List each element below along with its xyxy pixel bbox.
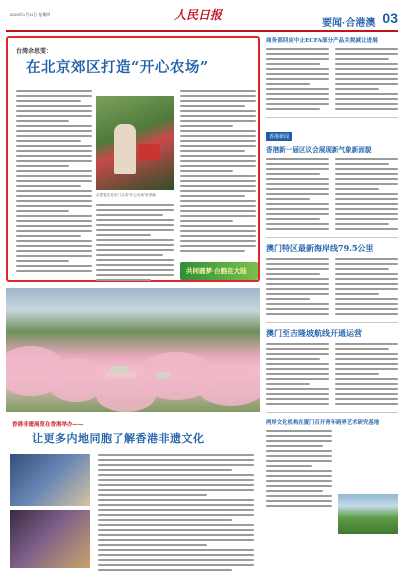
exhibition-photo-1 xyxy=(10,454,90,506)
hk-photo-caption xyxy=(10,569,94,573)
story4-text-b xyxy=(335,343,398,408)
story5-headline[interactable]: 两岸文化机构在厦门召开青年跨界艺术研究基地 xyxy=(266,420,380,426)
hk-kicker: 香港非遗展览在香港举办—— xyxy=(12,422,84,428)
story2-headline[interactable]: 香港新一届区议会展现新气象新面貌 xyxy=(266,146,372,154)
fruit-basket xyxy=(138,144,160,160)
column-banner-text: 共同圆梦·台胞在大陆 xyxy=(186,268,247,275)
feature-photo xyxy=(96,96,174,190)
feature-byline xyxy=(88,76,89,81)
cherry-blossom-landscape-photo xyxy=(6,288,260,412)
issue-date: 2024年1月11日 星期四 xyxy=(10,12,51,17)
story5-text xyxy=(266,430,332,507)
hk-heritage-article[interactable] xyxy=(6,418,260,578)
page-number: 03 xyxy=(382,10,398,26)
section-title: 要闻·合港澳 xyxy=(322,18,376,29)
story2-text-b xyxy=(335,158,398,233)
hk-byline xyxy=(106,445,107,450)
story1-text-b xyxy=(335,48,398,113)
story1-text-a xyxy=(266,48,329,113)
newspaper-logo: 人民日报 xyxy=(174,8,223,22)
hk-headline[interactable]: 让更多内地同胞了解香港非遗文化 xyxy=(32,432,205,445)
story2-tag: 香港新闻 xyxy=(266,132,292,141)
story3-headline[interactable]: 澳门特区最新海岸线79.5公里 xyxy=(266,243,374,253)
person-figure xyxy=(114,124,136,174)
feature-text-col1 xyxy=(16,90,92,275)
column-banner xyxy=(180,262,258,280)
story1-headline[interactable]: 商务部回应中止ECFA部分产品关税减让进展 xyxy=(266,38,378,44)
story3-text-a xyxy=(266,258,329,318)
story4-text-a xyxy=(266,343,329,408)
right-column xyxy=(266,36,398,510)
story2-text-a xyxy=(266,158,329,233)
hk-article-text xyxy=(98,454,254,574)
feature-text-col2 xyxy=(96,204,174,284)
exhibition-photo-2 xyxy=(10,510,90,568)
story4-headline[interactable]: 澳门至吉隆坡航线开通运营 xyxy=(266,328,362,338)
feature-photo-caption: 余思雯在北京门头沟“开心农场”里采摘 xyxy=(96,193,156,197)
story3-text-b xyxy=(335,258,398,318)
farm-field-photo xyxy=(338,494,398,534)
feature-text-col3 xyxy=(180,90,256,255)
feature-kicker: 台湾余思雯： xyxy=(16,48,53,55)
featured-article[interactable] xyxy=(6,36,260,282)
feature-headline[interactable]: 在北京郊区打造“开心农场” xyxy=(26,59,209,76)
masthead xyxy=(6,6,398,32)
